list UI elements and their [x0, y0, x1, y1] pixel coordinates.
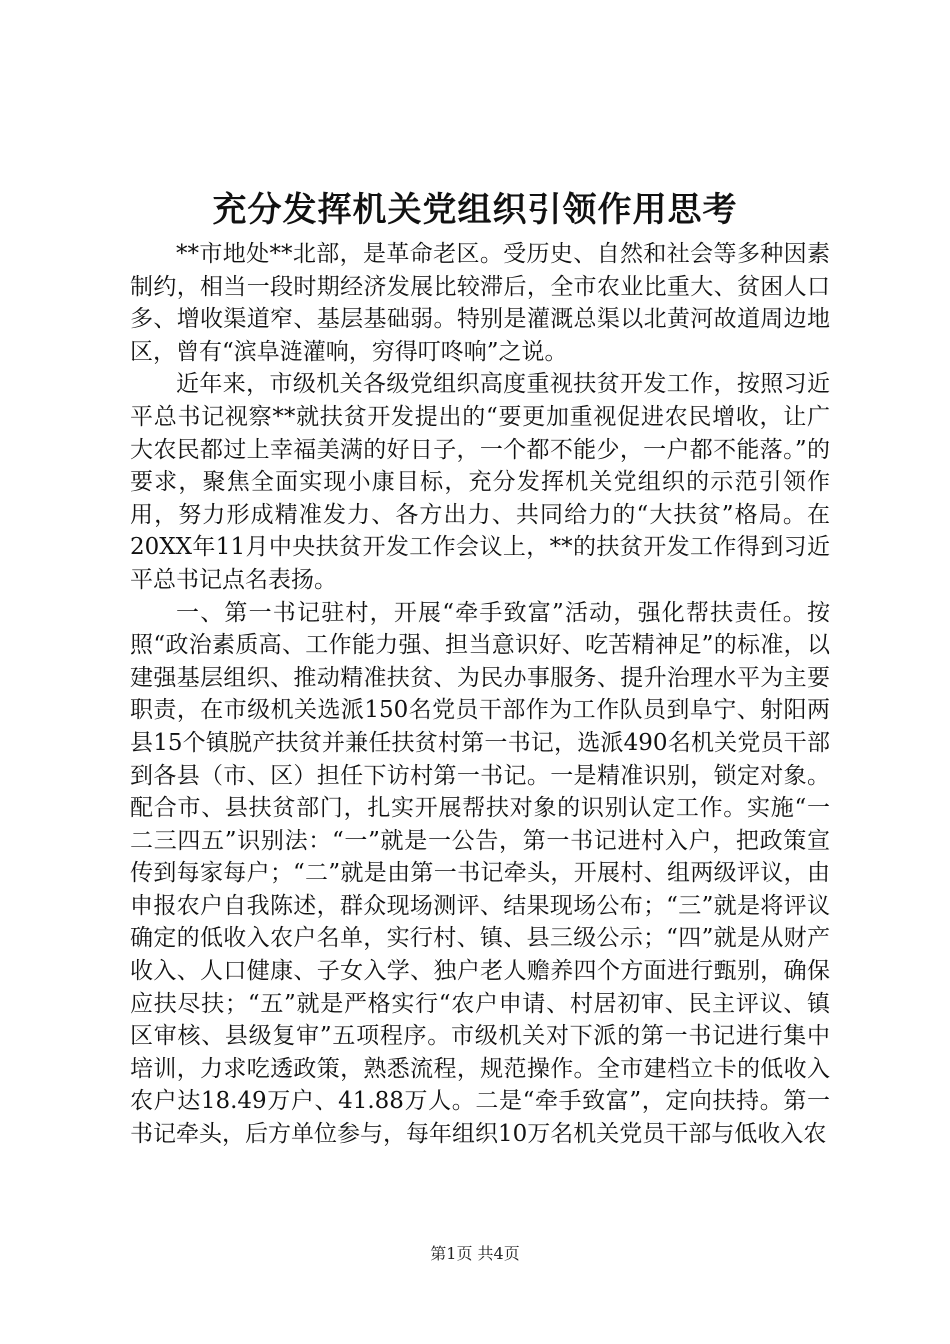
- paragraph-recent-years: 近年来，市级机关各级党组织高度重视扶贫开发工作，按照习近平总书记视察**就扶贫开发提出的“要更加重视促进农民增收，让广大农民都过上幸福美满的好日子，一个都不能少，一户都不能落。”的要求，聚焦全面实现小康目标，充分发挥机关党组织的示范引领作用，努力形成精准发力、各方出力、共同给力的“大扶贫”格局。在20XX年11月中央扶贫开发工作会议上，**的扶贫开发工作得到习近平总书记点名表扬。: [130, 371, 830, 593]
- paragraph-section-one: 一、第一书记驻村，开展“牵手致富”活动，强化帮扶责任。按照“政治素质高、工作能力强、担当意识好、吃苦精神足”的标准，以建强基层组织、推动精准扶贫、为民办事服务、提升治理水平为主要职责，在市级机关选派150名党员干部作为工作队员到阜宁、射阳两县15个镇脱产扶贫并兼任扶贫村第一书记，选派490名机关党员干部到各县（市、区）担任下访村第一书记。一是精准识别，锁定对象。配合市、县扶贫部门，扎实开展帮扶对象的识别认定工作。实施“一二三四五”识别法：“一”就是一公告，第一书记进村入户，把政策宣传到每家每户；“二”就是由第一书记牵头，开展村、组两级评议，由申报农户自我陈述，群众现场测评、结果现场公布；“三”就是将评议确定的低收入农户名单，实行村、镇、县三级公示；“四”就是从财产收入、人口健康、子女入学、独户老人赡养四个方面进行甄别，确保应扶尽扶；“五”就是严格实行“农户申请、村居初审、民主评议、镇区审核、县级复审”五项程序。市级机关对下派的第一书记进行集中培训，力求吃透政策，熟悉流程，规范操作。全市建档立卡的低收入农户达18.49万户、41.88万人。二是“牵手致富”，定向扶持。第一书记牵头，后方单位参与，每年组织10万名机关党员干部与低收入农: [130, 599, 830, 1148]
- paragraph-intro: **市地处**北部，是革命老区。受历史、自然和社会等多种因素制约，相当一段时期经济发展比较滞后，全市农业比重大、贫困人口多、增收渠道窄、基层基础弱。特别是灌溉总渠以北黄河故道周边地区，曾有“滨阜涟灌响，穷得叮咚响”之说。: [130, 241, 830, 365]
- page-number-footer: 第1页 共4页: [430, 1244, 520, 1263]
- document-body: [130, 238, 830, 1151]
- page-title: 充分发挥机关党组织引领作用思考: [212, 190, 738, 230]
